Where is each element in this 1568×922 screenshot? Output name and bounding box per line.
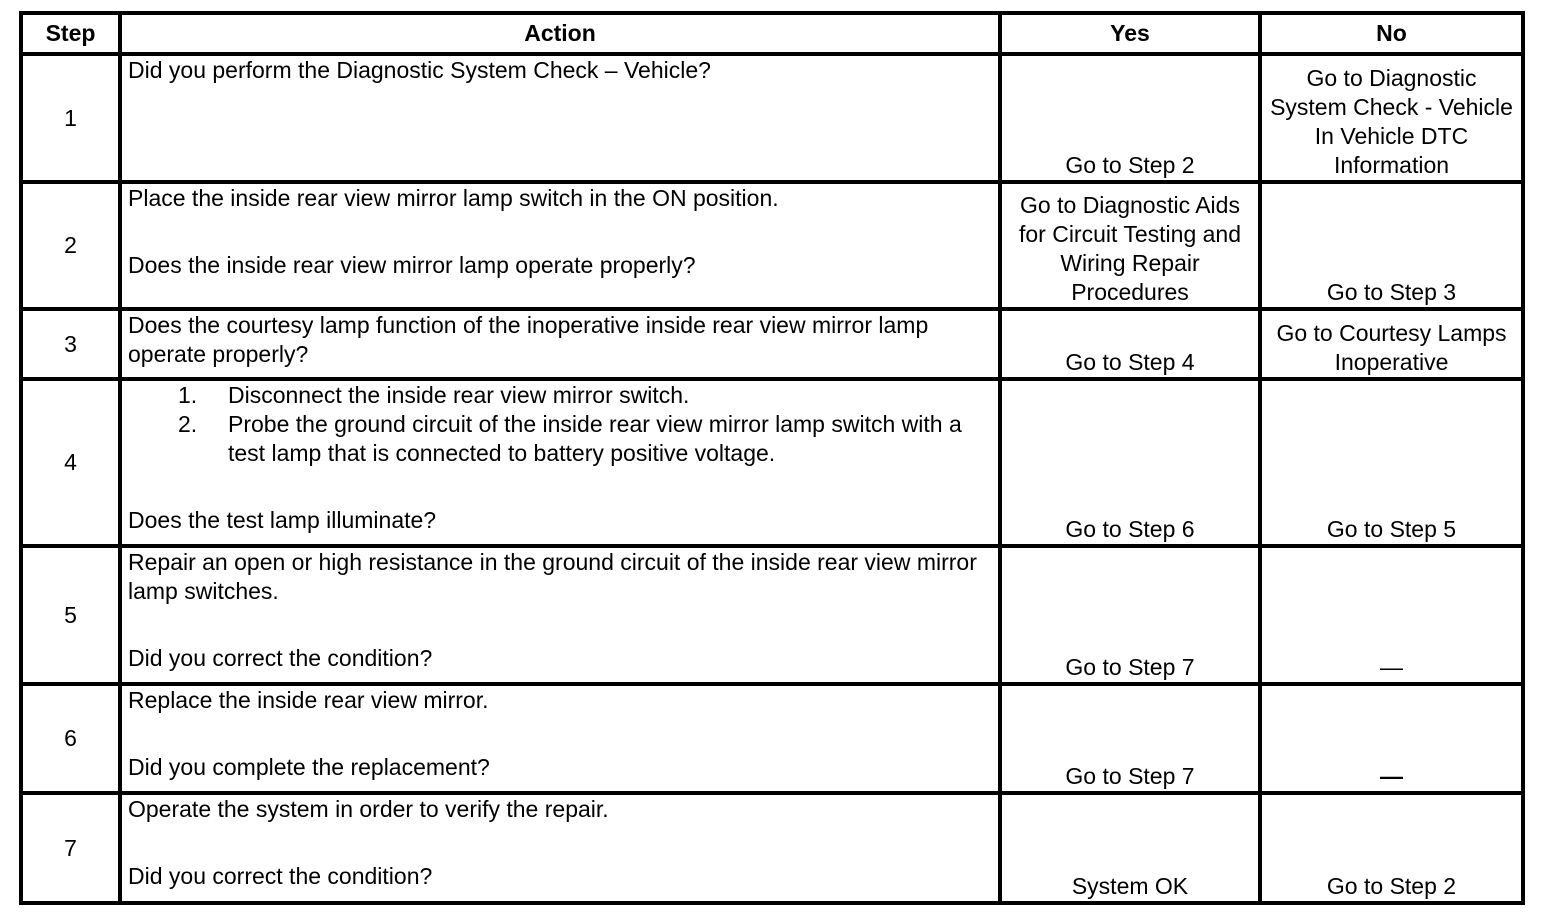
action-cell: [120, 379, 1000, 546]
yes-cell: Go to Diagnostic Aids for Circuit Testing and Wiring Repair Procedures: [1000, 182, 1260, 309]
no-cell: Go to Step 2: [1260, 793, 1523, 903]
yes-cell: System OK: [1000, 793, 1260, 903]
action-question: Did you complete the replacement?: [128, 754, 490, 780]
action-question: Does the inside rear view mirror lamp operate properly?: [128, 252, 696, 278]
no-cell: Go to Step 5: [1260, 379, 1523, 546]
substep-number: 1.: [178, 382, 198, 408]
header-no: No: [1260, 13, 1523, 54]
table-row: [21, 793, 1523, 903]
yes-cell: Go to Step 7: [1000, 546, 1260, 684]
action-question: Did you correct the condition?: [128, 863, 433, 889]
substep-text: Disconnect the inside rear view mirror switch.: [228, 382, 690, 408]
table-row: [21, 379, 1523, 546]
action-text: Does the courtesy lamp function of the inoperative inside rear view mirror lamp operate properly?: [128, 312, 929, 367]
no-cell: —: [1260, 546, 1523, 684]
table-row: [21, 182, 1523, 309]
table-row: [21, 54, 1523, 182]
yes-cell: Go to Step 7: [1000, 684, 1260, 793]
action-cell: [120, 309, 1000, 379]
yes-cell: Go to Step 4: [1000, 309, 1260, 379]
yes-cell: Go to Step 2: [1000, 54, 1260, 182]
no-cell: Go to Courtesy Lamps Inoperative: [1260, 309, 1523, 379]
step-number: 1: [21, 54, 120, 182]
diagnostic-table: [19, 11, 1525, 905]
action-cell: [120, 54, 1000, 182]
step-number: 2: [21, 182, 120, 309]
substep-text: Probe the ground circuit of the inside rear view mirror lamp switch with a test lamp that is connected to battery positive voltage.: [228, 411, 962, 466]
list-item: [128, 410, 992, 468]
action-text: Replace the inside rear view mirror.: [128, 687, 489, 713]
substep-number: 2.: [178, 411, 198, 437]
table-row: [21, 309, 1523, 379]
action-cell: [120, 546, 1000, 684]
table-row: [21, 546, 1523, 684]
action-question: Did you correct the condition?: [128, 645, 433, 671]
step-number: 7: [21, 793, 120, 903]
action-text: Repair an open or high resistance in the ground circuit of the inside rear view mirror lamp switches.: [128, 549, 977, 604]
step-number: 5: [21, 546, 120, 684]
action-text: Did you perform the Diagnostic System Check – Vehicle?: [128, 57, 711, 83]
step-number: 6: [21, 684, 120, 793]
no-cell: Go to Diagnostic System Check - Vehicle In Vehicle DTC Information: [1260, 54, 1523, 182]
header-yes: Yes: [1000, 13, 1260, 54]
action-question: Does the test lamp illuminate?: [128, 507, 437, 533]
step-number: 3: [21, 309, 120, 379]
header-action: Action: [120, 13, 1000, 54]
table-row: [21, 684, 1523, 793]
no-cell: —: [1260, 684, 1523, 793]
yes-cell: Go to Step 6: [1000, 379, 1260, 546]
no-cell: Go to Step 3: [1260, 182, 1523, 309]
action-text: Place the inside rear view mirror lamp switch in the ON position.: [128, 185, 779, 211]
step-number: 4: [21, 379, 120, 546]
action-text: Operate the system in order to verify the repair.: [128, 796, 609, 822]
action-cell: [120, 182, 1000, 309]
list-item: [128, 381, 992, 410]
action-cell: [120, 684, 1000, 793]
header-step: Step: [21, 13, 120, 54]
header-row: [21, 13, 1523, 54]
action-cell: [120, 793, 1000, 903]
substep-list: [128, 381, 992, 468]
